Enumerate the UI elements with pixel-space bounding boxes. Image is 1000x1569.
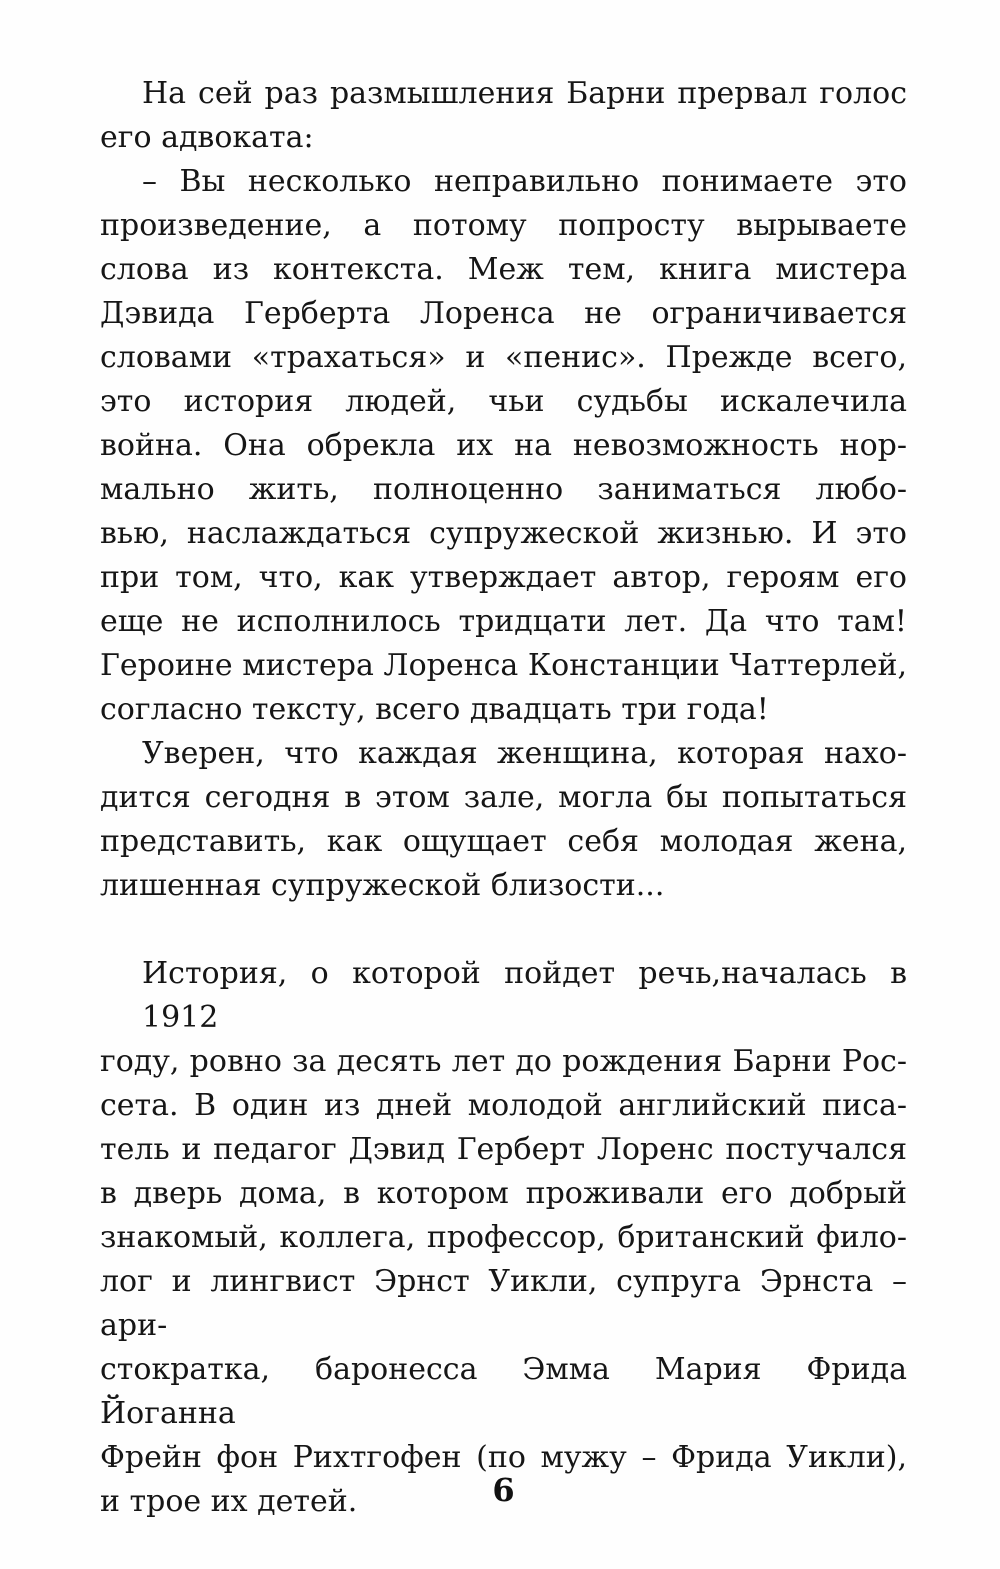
text-line: Дэвида Герберта Лоренса не ограничивается	[100, 296, 907, 331]
text-line: знакомый, коллега, профессор, британский фило-	[100, 1220, 907, 1255]
text-line: Фрейн фон Рихтгофен (по мужу – Фрида Уикли),	[100, 1440, 907, 1475]
page-text	[100, 72, 907, 1524]
text-line: произведение, а потому попросту вырываете	[100, 208, 907, 243]
text-line: еще не исполнилось тридцати лет. Да что там!	[100, 604, 907, 639]
paragraph	[100, 160, 907, 732]
text-line: в дверь дома, в котором проживали его добрый	[100, 1176, 907, 1211]
text-line: мально жить, полноценно заниматься любо-	[100, 472, 907, 507]
text-line: война. Она обрекла их на невозможность нор-	[100, 428, 907, 463]
paragraph	[100, 952, 907, 1524]
text-line: дится сегодня в этом зале, могла бы попытаться	[100, 780, 907, 815]
paragraph	[100, 72, 907, 160]
text-line: лог и лингвист Эрнст Уикли, супруга Эрнста – ари-	[100, 1264, 907, 1343]
text-line: Героине мистера Лоренса Констанции Чаттерлей,	[100, 648, 907, 683]
text-line: сета. В один из дней молодой английский писа-	[100, 1088, 907, 1123]
text-line: его адвоката:	[100, 120, 314, 155]
text-line: согласно тексту, всего двадцать три года!	[100, 692, 769, 727]
text-line: словами «трахаться» и «пенис». Прежде всего,	[100, 340, 907, 375]
text-line: представить, как ощущает себя молодая жена,	[100, 824, 907, 859]
text-line: и трое их детей.	[100, 1484, 358, 1519]
text-line: году, ровно за десять лет до рождения Барни Рос-	[100, 1044, 907, 1079]
text-line: вью, наслаждаться супружеской жизнью. И это	[100, 516, 907, 551]
text-line: при том, что, как утверждает автор, героям его	[100, 560, 907, 595]
text-line: стократка, баронесса Эмма Мария Фрида Йоганна	[100, 1352, 907, 1431]
text-line: это история людей, чьи судьбы искалечила	[100, 384, 907, 419]
text-line: лишенная супружеской близости...	[100, 868, 665, 903]
text-line: История, о которой пойдет речь,началась в 1912	[142, 956, 907, 1035]
text-line: – Вы несколько неправильно понимаете это	[142, 164, 907, 199]
text-line: На сей раз размышления Барни прервал голос	[142, 76, 907, 111]
text-line: слова из контекста. Меж тем, книга мистера	[100, 252, 907, 287]
text-line: Уверен, что каждая женщина, которая нахо-	[142, 736, 907, 771]
text-line: тель и педагог Дэвид Герберт Лоренс постучался	[100, 1132, 907, 1167]
paragraph	[100, 732, 907, 908]
page-number: 6	[492, 1471, 515, 1509]
